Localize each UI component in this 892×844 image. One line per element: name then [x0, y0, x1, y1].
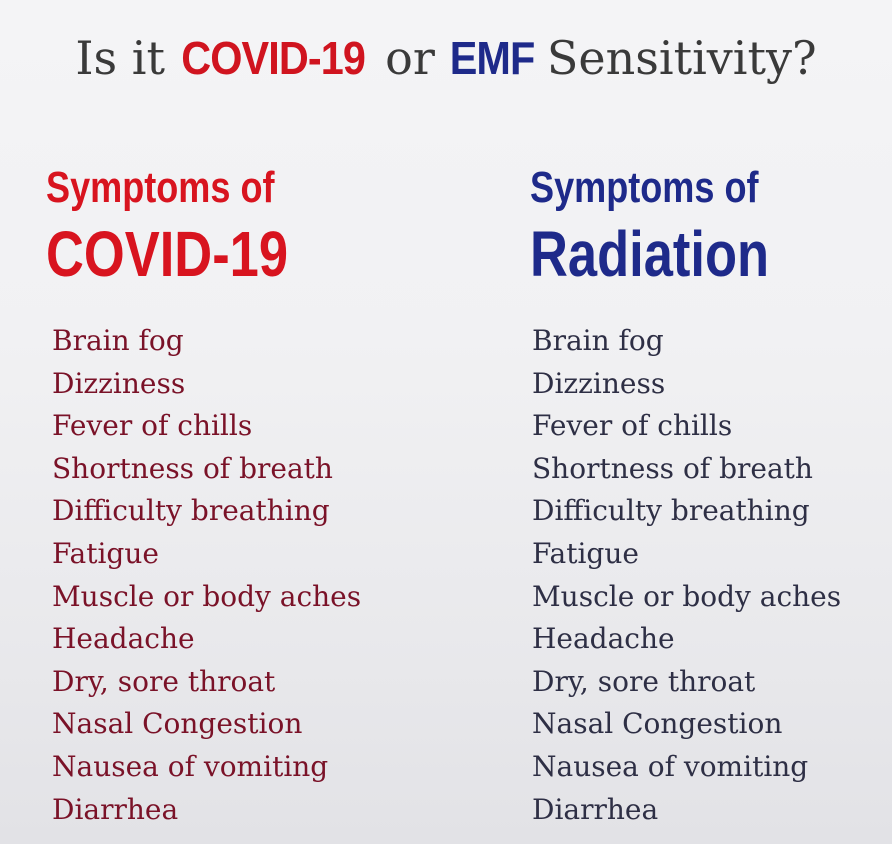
list-item: Diarrhea	[532, 792, 659, 826]
title-emf: EMF	[449, 32, 535, 84]
list-item: Fatigue	[52, 536, 159, 570]
radiation-heading	[530, 160, 825, 292]
list-item: Fever of chills	[52, 409, 253, 443]
list-item: Nasal Congestion	[52, 707, 303, 741]
list-item: Headache	[532, 622, 675, 656]
radiation-symptoms-column	[530, 160, 890, 826]
title-part1: Is it	[75, 31, 165, 85]
page-title	[0, 18, 892, 98]
list-item: Nausea of vomiting	[52, 749, 329, 783]
covid-heading	[46, 160, 374, 292]
list-item: Fever of chills	[532, 409, 733, 443]
list-item: Brain fog	[532, 324, 664, 357]
list-item: Shortness of breath	[532, 451, 813, 485]
list-item: Brain fog	[52, 324, 184, 357]
covid-heading-line2: COVID-19	[46, 218, 289, 290]
list-item: Dry, sore throat	[52, 664, 276, 698]
list-item: Fatigue	[532, 536, 639, 570]
list-item: Nausea of vomiting	[532, 749, 809, 783]
title-covid: COVID-19	[181, 32, 365, 84]
list-item: Difficulty breathing	[52, 494, 330, 528]
list-item: Dizziness	[532, 366, 666, 400]
radiation-heading-line2: Radiation	[530, 218, 770, 290]
list-item: Shortness of breath	[52, 451, 333, 485]
list-item: Dizziness	[52, 366, 186, 400]
covid-heading-line1: Symptoms of	[46, 163, 275, 212]
list-item: Nasal Congestion	[532, 707, 783, 741]
radiation-heading-line1: Symptoms of	[530, 163, 759, 212]
list-item: Headache	[52, 622, 195, 656]
list-item: Difficulty breathing	[532, 494, 810, 528]
title-part2: Sensitivity?	[546, 31, 817, 85]
covid-symptom-list	[52, 320, 361, 831]
radiation-symptom-list	[532, 320, 841, 831]
list-item: Muscle or body aches	[532, 579, 842, 613]
list-item: Dry, sore throat	[532, 664, 756, 698]
covid-symptoms-column	[46, 160, 446, 826]
title-or: or	[385, 31, 435, 85]
list-item: Diarrhea	[52, 792, 179, 826]
list-item: Muscle or body aches	[52, 579, 362, 613]
